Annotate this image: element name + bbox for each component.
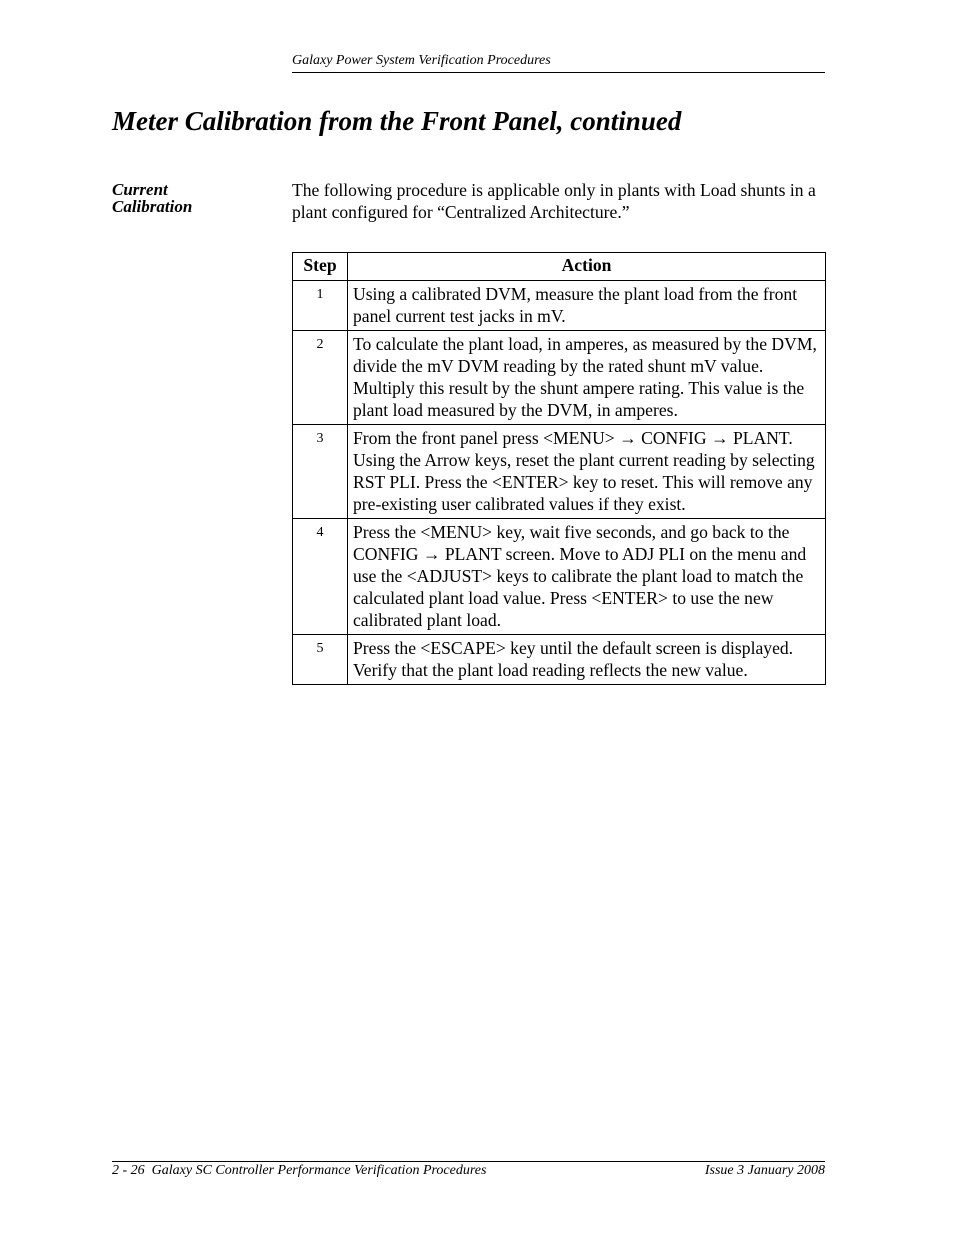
section-heading-line-2: Calibration: [112, 197, 193, 216]
step-action: Using a calibrated DVM, measure the plant load from the front panel current test jacks in mV.: [348, 281, 826, 331]
step-action: From the front panel press <MENU> → CONFIG → PLANT. Using the Arrow keys, reset the plant current reading by selecting RST PLI. Press the <ENTER> key to reset. This will remove any pre-existing user calibrated values if they exist.: [348, 425, 826, 519]
intro-paragraph: The following procedure is applicable only in plants with Load shunts in a plant configured for “Centralized Architecture.”: [292, 180, 816, 222]
step-number: 1: [293, 281, 348, 331]
step-action: Press the <ESCAPE> key until the default screen is displayed. Verify that the plant load reading reflects the new value.: [348, 635, 826, 685]
step-column-header: Step: [293, 253, 348, 281]
section-heading-line-1: Current: [112, 180, 168, 199]
table-row: [293, 281, 826, 331]
page-title: Meter Calibration from the Front Panel, continued: [112, 106, 682, 136]
step-number: 4: [293, 519, 348, 635]
header-rule: [292, 72, 825, 73]
footer-page-info: 2 - 26 Galaxy SC Controller Performance Verification Procedures: [112, 1163, 487, 1178]
step-number: 3: [293, 425, 348, 519]
table-row: [293, 635, 826, 685]
table-row: [293, 425, 826, 519]
table-row: [293, 519, 826, 635]
table-header-row: [293, 253, 826, 281]
step-number: 5: [293, 635, 348, 685]
step-action: To calculate the plant load, in amperes, as measured by the DVM, divide the mV DVM reading by the rated shunt mV value. Multiply this result by the shunt ampere rating. This value is the plant load measured by the DVM, in amperes.: [348, 331, 826, 425]
running-header: Galaxy Power System Verification Procedures: [292, 53, 551, 68]
procedure-table: [292, 252, 826, 685]
action-column-header: Action: [348, 253, 826, 281]
step-action: Press the <MENU> key, wait five seconds, and go back to the CONFIG → PLANT screen. Move to ADJ PLI on the menu and use the <ADJUST> keys to calibrate the plant load to match the calculated plant load value. Press <ENTER> to use the new calibrated plant load.: [348, 519, 826, 635]
section-heading: [112, 181, 262, 215]
table-row: [293, 331, 826, 425]
footer-issue-date: Issue 3 January 2008: [704, 1163, 825, 1178]
step-number: 2: [293, 331, 348, 425]
